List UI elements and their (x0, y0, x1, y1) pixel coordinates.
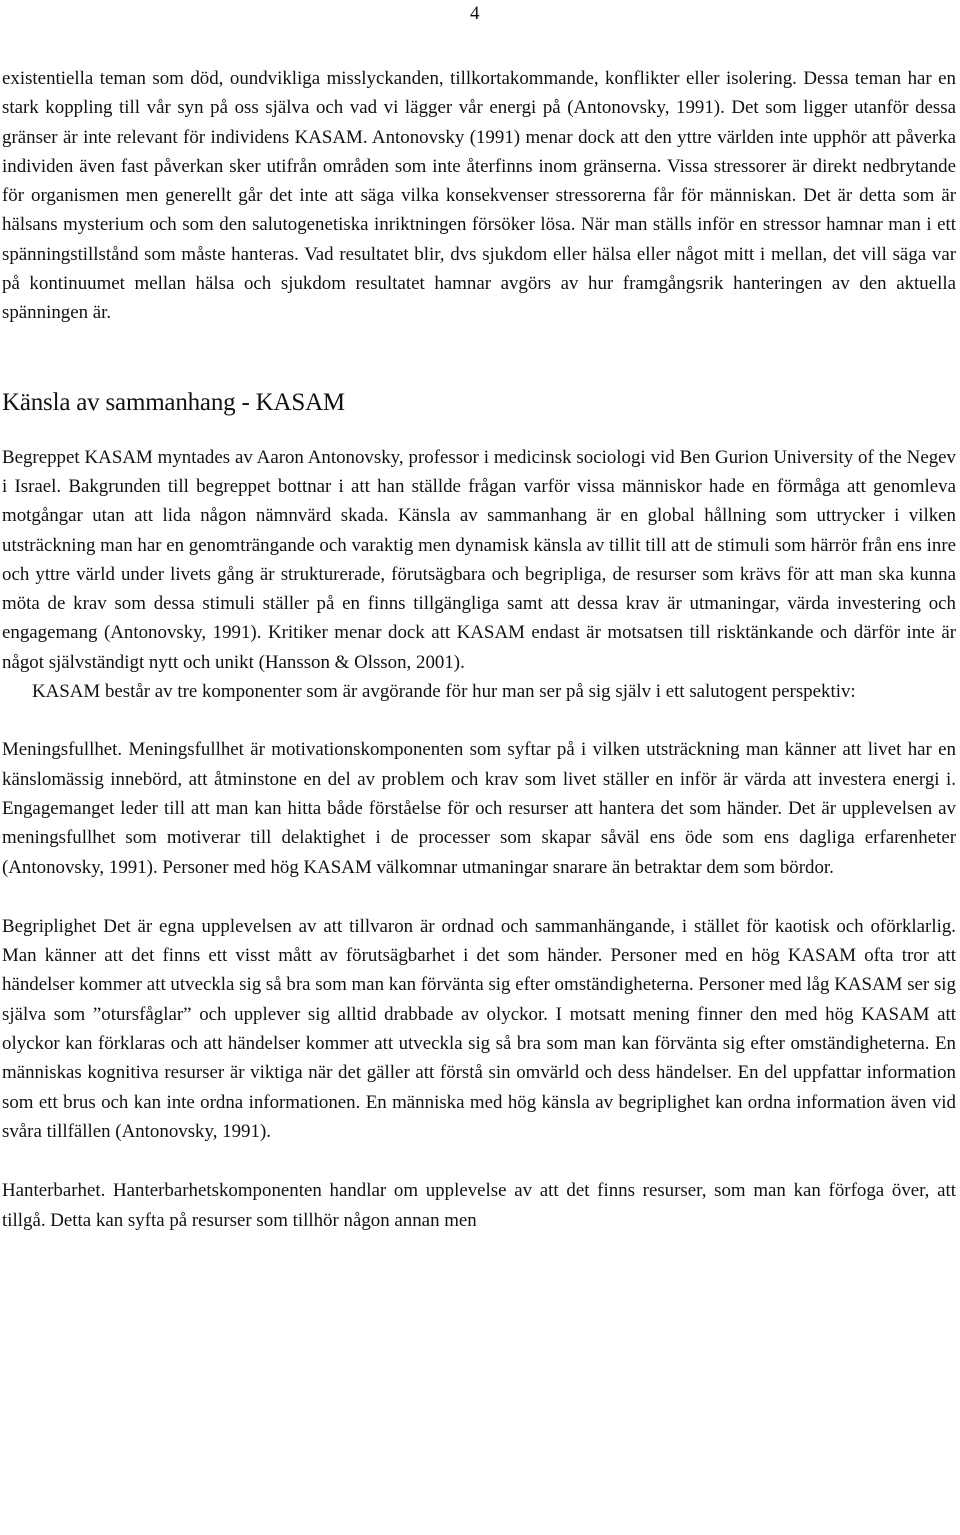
paragraph-meningsfullhet: Meningsfullhet. Meningsfullhet är motivationskomponenten som syftar på i vilken utsträckning man känner att livet har en känslomässig innebörd, att åtminstone en del av problem och krav som livet ställer en inför är värda att investera energi i. Engagemanget leder till att man kan hitta både förståelse för och resurser att hantera det som händer. Det är upplevelsen av meningsfullhet som motiverar till delaktighet i de processer som skapar såväl ens öde som ens dagliga erfarenheter (Antonovsky, 1991). Personer med hög KASAM välkomnar utmaningar snarare än betraktar dem som bördor. (2, 739, 956, 878)
paragraph-kasam-definition: Begreppet KASAM myntades av Aaron Antonovsky, professor i medicinsk sociologi vid Ben Gurion University of the Negev i Israel. Bakgrunden till begreppet bottnar i att han ställde frågan varför vissa människor hade en förmåga att genomleva motgångar utan att lida någon nämnvärd skada. Känsla av sammanhang är en global hållning som uttrycker i vilken utsträckning man har en genomträngande och varaktig men dynamisk känsla av tillit till att de stimuli som härrör från ens inre och yttre värld under livets gång är strukturerade, förutsägbara och begripliga, de resurser som krävs för att man ska kunna möta de krav som dessa stimuli ställer på en finns tillgängliga samt att dessa krav är utmaningar, värda investering och engagemang (Antonovsky, 1991). Kritiker menar dock att KASAM endast är motsatsen till risktänkande och därför inte är något självständigt nytt och unikt (Hansson & Olsson, 2001). (2, 446, 956, 673)
paragraph-existential-themes: existentiella teman som död, oundvikliga misslyckanden, tillkortakommande, konflikter eller isolering. Dessa teman har en stark koppling till vår syn på oss själva och vad vi lägger vår energi på (Antonovsky, 1991). Det som ligger utanför dessa gränser är inte relevant för individens KASAM. Antonovsky (1991) menar dock att den yttre världen inte upphör att påverka individen även fast påverkan sker utifrån områden som inte återfinns inom gränserna. Vissa stressorer är direkt nedbrytande för organismen men generellt går det inte att säga vilka konsekvenser stressorerna får för människan. Det är detta som är hälsans mysterium och som den salutogenetiska inriktningen försöker lösa. När man ställs inför en stressor hamnar man i ett spänningstillstånd som måste hanteras. Vad resultatet blir, dvs sjukdom eller hälsa eller något mitt i mellan, det vill säga var på kontinuumet mellan hälsa och sjukdom resultatet hamnar avgörs av hur framgångsrik hanteringen av den aktuella spänningen är. (2, 68, 956, 324)
paragraph-begriplighet: Begriplighet Det är egna upplevelsen av att tillvaron är ordnad och sammanhängande, i stället för kaotisk och oförklarlig. Man känner att det finns ett visst mått av förutsägbarhet i det som händer. Personer med en hög KASAM ofta tror att händelser kommer att utveckla sig så bra som man kan förvänta sig efter omständigheterna. Personer med låg KASAM ser sig själva som ”otursfåglar” och upplever sig alltid drabbade av olyckor. I motsatt mening finner den med hög KASAM att olyckor kan förklaras och att händelser kommer att utveckla sig så bra som man kan förvänta sig efter omständigheterna. En människas kognitiva resurser är viktiga när det gäller att förstå sin omvärld och dess händelser. En del uppfattar information som ett brus och kan inte ordna informationen. En människa med hög känsla av begriplighet kan ordna information även vid svåra tillfällen (Antonovsky, 1991). (2, 915, 956, 1142)
document-body (2, 64, 956, 1235)
paragraph-kasam-components-intro: KASAM består av tre komponenter som är avgörande för hur man ser på sig själv i ett salutogent perspektiv: (32, 681, 856, 703)
section-heading-kasam: Känsla av sammanhang - KASAM (2, 388, 345, 416)
paragraph-hanterbarhet: Hanterbarhet. Hanterbarhetskomponenten handlar om upplevelse av att det finns resurser, som man kan förfoga över, att tillgå. Detta kan syfta på resurser som tillhör någon annan men (2, 1180, 956, 1231)
page-number: 4 (470, 3, 480, 24)
